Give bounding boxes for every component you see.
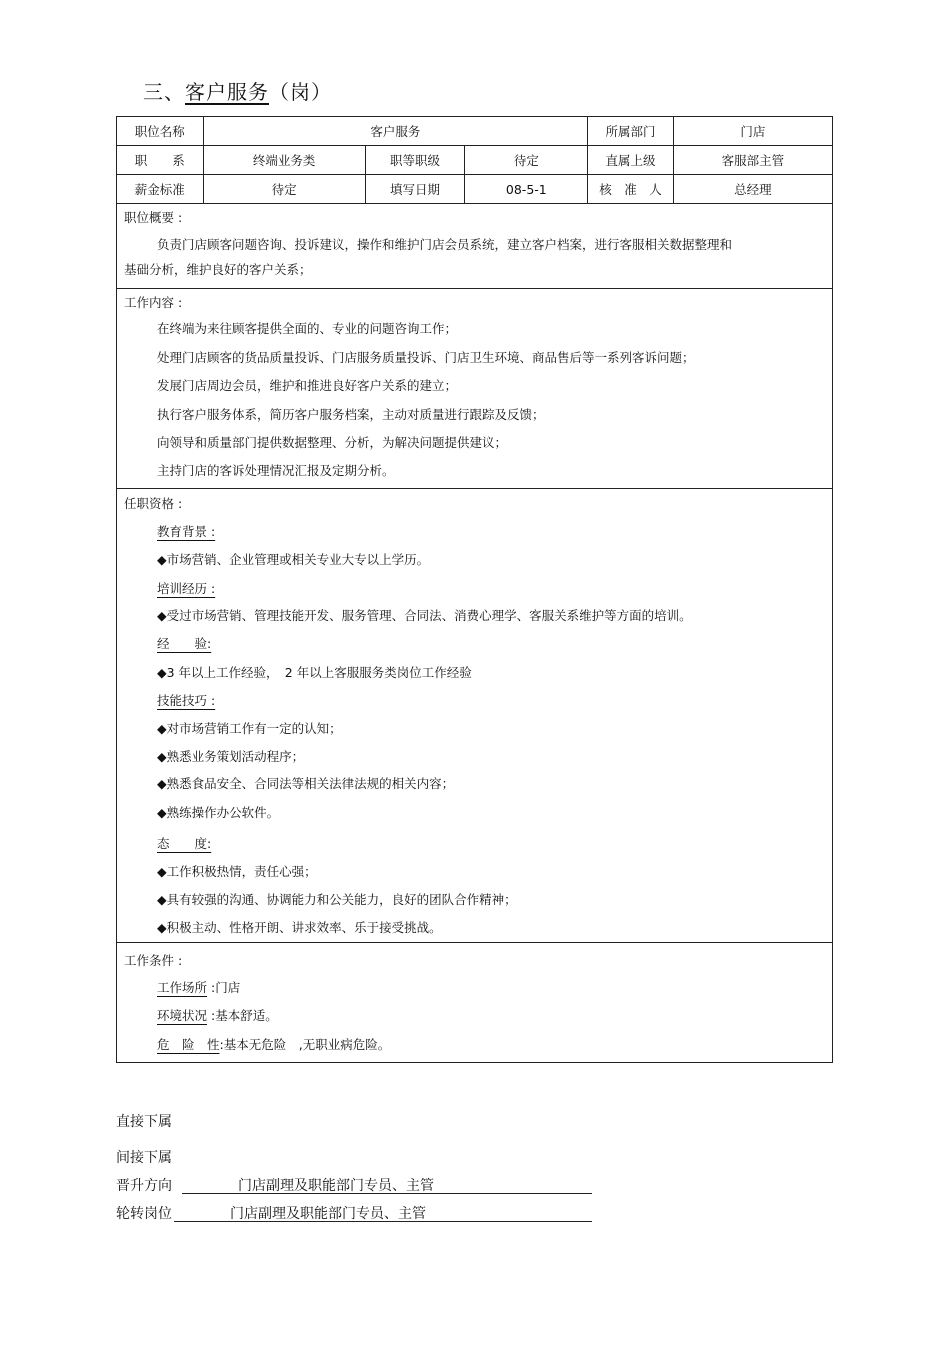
page-title xyxy=(143,76,332,105)
salary-label: 薪金标准 xyxy=(117,175,204,204)
risk-label: 危 险 性 xyxy=(157,1037,220,1052)
list-item: 在终端为来往顾客提供全面的、专业的问题咨询工作； xyxy=(157,321,458,336)
work-content-heading: 工作内容 : xyxy=(124,295,183,310)
rotation-line xyxy=(116,1203,592,1223)
list-item: ◆熟悉食品安全、合同法等相关法律法规的相关内容； xyxy=(157,776,455,791)
attitude-label: 态 度: xyxy=(157,836,212,851)
promotion-line xyxy=(116,1175,592,1195)
work-place-value: :门店 xyxy=(207,980,241,995)
header-table xyxy=(116,116,833,204)
department-value: 门店 xyxy=(673,117,832,146)
grade-value: 待定 xyxy=(465,146,588,175)
environment-value: :基本舒适。 xyxy=(207,1008,278,1023)
list-item: 发展门店周边会员，维护和推进良好客户关系的建立； xyxy=(157,378,458,393)
title-suffix: （岗） xyxy=(269,80,332,104)
list-item: 处理门店顾客的货品质量投诉、门店服务质量投诉、门店卫生环境、商品售后等一系列客诉问题； xyxy=(157,350,695,365)
approver-value: 总经理 xyxy=(673,175,832,204)
list-item: ◆受过市场营销、管理技能开发、服务管理、合同法、消费心理学、客服关系维护等方面的培训。 xyxy=(157,608,692,623)
department-label: 所属部门 xyxy=(588,117,674,146)
overview-heading: 职位概要 : xyxy=(124,210,183,225)
list-item: 执行客户服务体系，简历客户服务档案，主动对质量进行跟踪及反馈； xyxy=(157,407,545,422)
environment-label: 环境状况 xyxy=(157,1008,208,1023)
environment-line xyxy=(157,1006,278,1024)
position-name-label: 职位名称 xyxy=(117,117,204,146)
overview-section xyxy=(116,203,833,289)
list-item: 向领导和质量部门提供数据整理、分析，为解决问题提供建议； xyxy=(157,435,508,450)
risk-line xyxy=(157,1035,390,1053)
supervisor-value: 客服部主管 xyxy=(673,146,832,175)
table-row xyxy=(117,117,833,146)
job-family-label: 职 系 xyxy=(117,146,204,175)
work-place-line xyxy=(157,978,240,996)
conditions-heading: 工作条件 : xyxy=(124,953,183,968)
list-item: ◆具有较强的沟通、协调能力和公关能力，良好的团队合作精神； xyxy=(157,892,517,907)
position-name-value: 客户服务 xyxy=(203,117,588,146)
qualifications-section xyxy=(116,488,833,943)
indirect-subordinates-label: 间接下属 xyxy=(116,1150,172,1166)
list-item: 主持门店的客诉处理情况汇报及定期分析。 xyxy=(157,463,395,478)
work-place-label: 工作场所 xyxy=(157,980,208,995)
date-value: 08-5-1 xyxy=(465,175,588,204)
supervisor-label: 直属上级 xyxy=(588,146,674,175)
approver-label: 核 准 人 xyxy=(588,175,674,204)
promotion-value: 门店副理及职能部门专员、主管 xyxy=(238,1178,434,1194)
list-item: ◆工作积极热情，责任心强； xyxy=(157,864,317,879)
title-name: 客户服务 xyxy=(185,80,269,104)
list-item: ◆对市场营销工作有一定的认知； xyxy=(157,721,342,736)
training-label: 培训经历 : xyxy=(157,581,216,596)
title-prefix: 三、 xyxy=(143,80,185,104)
salary-value: 待定 xyxy=(203,175,365,204)
list-item: ◆市场营销、企业管理或相关专业大专以上学历。 xyxy=(157,552,430,567)
conditions-section xyxy=(116,942,833,1063)
job-family-value: 终端业务类 xyxy=(203,146,365,175)
direct-subordinates-label: 直接下属 xyxy=(116,1114,172,1130)
promotion-label: 晋升方向 xyxy=(116,1178,172,1194)
list-item: ◆熟练操作办公软件。 xyxy=(157,805,280,820)
table-row xyxy=(117,175,833,204)
date-label: 填写日期 xyxy=(365,175,465,204)
qualifications-heading: 任职资格 : xyxy=(124,496,183,511)
experience-label: 经 验: xyxy=(157,636,212,651)
work-content-section xyxy=(116,288,833,489)
list-item: ◆积极主动、性格开朗、讲求效率、乐于接受挑战。 xyxy=(157,920,442,935)
list-item: ◆3 年以上工作经验， 2 年以上客服服务类岗位工作经验 xyxy=(157,665,472,680)
skills-label: 技能技巧 : xyxy=(157,693,216,708)
rotation-value: 门店副理及职能部门专员、主管 xyxy=(230,1206,426,1222)
education-label: 教育背景 : xyxy=(157,524,216,539)
overview-line: 负责门店顾客问题咨询、投诉建议，操作和维护门店会员系统，建立客户档案，进行客服相关数据整理和 xyxy=(157,237,733,252)
overview-line: 基础分析，维护良好的客户关系； xyxy=(124,262,312,277)
table-row xyxy=(117,146,833,175)
grade-label: 职等职级 xyxy=(365,146,465,175)
rotation-label: 轮转岗位 xyxy=(116,1206,172,1222)
risk-value: :基本无危险 ,无职业病危险。 xyxy=(219,1037,391,1052)
list-item: ◆熟悉业务策划活动程序； xyxy=(157,749,305,764)
